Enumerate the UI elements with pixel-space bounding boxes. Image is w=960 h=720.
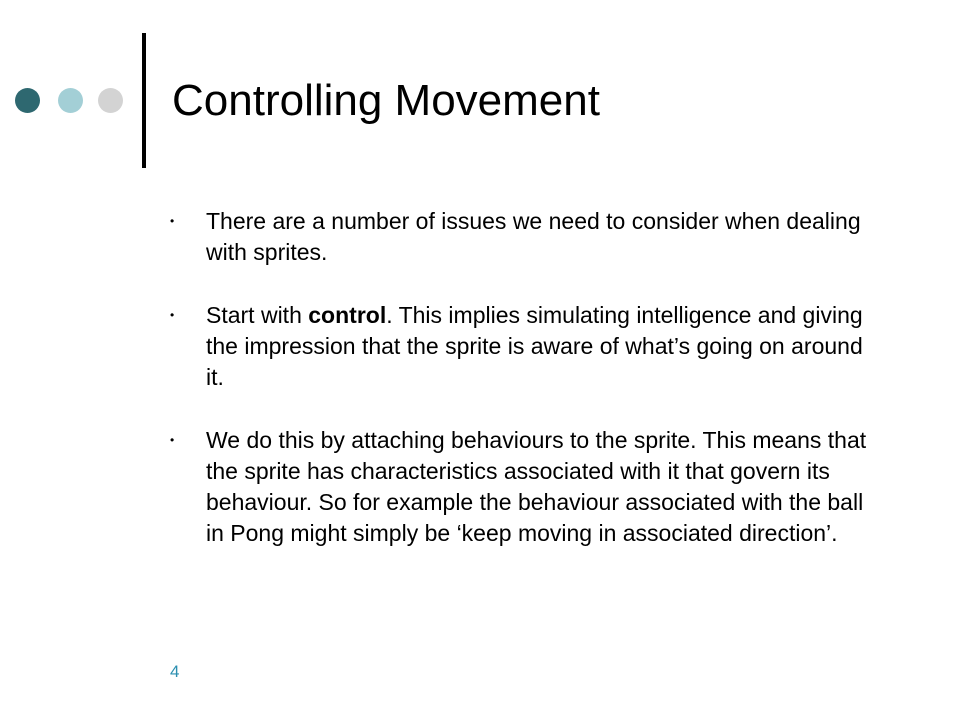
decorative-dot-grey [98, 88, 123, 113]
decorative-dot-light-teal [58, 88, 83, 113]
title-divider [142, 33, 146, 168]
bullet-text [206, 427, 866, 546]
decorative-dot-dark [15, 88, 40, 113]
bullet-icon: • [170, 308, 175, 322]
bullet-text-segment: There are a number of issues we need to consider when dealing with sprites. [206, 208, 861, 265]
bullet-icon: • [170, 433, 175, 447]
bullet-text-segment: . This implies simulating intelligence and giving the impression that the sprite is aware of what’s going on around it. [206, 302, 863, 390]
bullet-item [160, 300, 880, 393]
bullet-icon: • [170, 214, 175, 228]
bullet-list [160, 206, 880, 581]
bullet-text-segment: We do this by attaching behaviours to the sprite. This means that the sprite has characteristics associated with it that govern its behaviour. So for example the behaviour associated with the ball in Pong might simply be ‘keep moving in associated direction’. [206, 427, 867, 546]
bullet-item [160, 206, 880, 268]
bullet-item [160, 425, 880, 549]
bullet-text [206, 208, 861, 265]
bullet-text-bold: control [308, 302, 387, 328]
bullet-text [206, 302, 863, 390]
slide-title: Controlling Movement [172, 76, 600, 125]
slide-number: 4 [170, 662, 180, 681]
bullet-text-segment: Start with [206, 302, 309, 328]
